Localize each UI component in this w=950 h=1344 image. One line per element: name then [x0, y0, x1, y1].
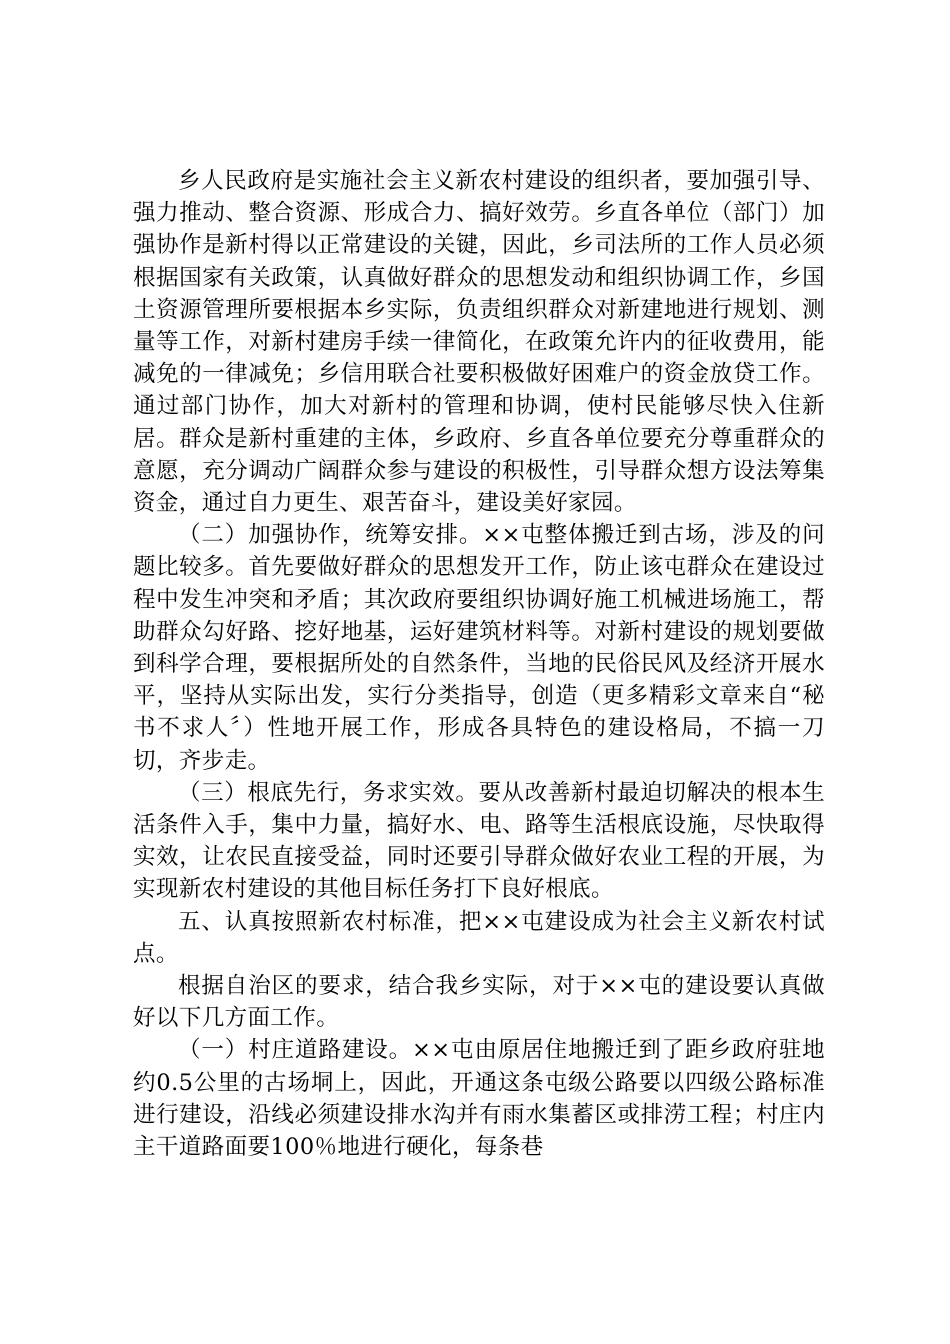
section-heading-five: 五、认真按照新农村标准，把××屯建设成为社会主义新农村试点。: [133, 908, 825, 967]
paragraph-government-role: 乡人民政府是实施社会主义新农村建设的组织者，要加强引导、强力推动、整合资源、形成合力、搞好效劳。乡直各单位（部门）加强协作是新村得以正常建设的关键，因此，乡司法所的工作人员必须根据国家有关政策，认真做好群众的思想发动和组织协调工作，乡国土资源管理所要根据本乡实际，负责组织群众对新建地进行规划、测量等工作，对新村建房手续一律简化，在政策允许内的征收费用，能减免的一律减免；乡信用联合社要积极做好困难户的资金放贷工作。通过部门协作，加大对新村的管理和协调，使村民能够尽快入住新居。群众是新村重建的主体，乡政府、乡直各单位要充分尊重群众的意愿，充分调动广阔群众参与建设的积极性，引导群众想方设法筹集资金，通过自力更生、艰苦奋斗，建设美好家园。: [133, 168, 825, 517]
document-page: [133, 165, 825, 1163]
paragraph-coordination: （二）加强协作，统筹安排。××屯整体搬迁到古场，涉及的问题比较多。首先要做好群众的思想发开工作，防止该屯群众在建设过程中发生冲突和矛盾；其次政府要组织协调好施工机械进场施工，帮助群众勾好路、挖好地基，运好建筑材料等。对新村建设的规划要做到科学合理，要根据所处的自然条件，当地的民俗民风及经济开展水平，坚持从实际出发，实行分类指导，创造（更多精彩文章来自“秘书不求人〞）性地开展工作，形成各具特色的建设格局，不搞一刀切，齐步走。: [133, 522, 825, 774]
paragraph-road-construction: （一）村庄道路建设。××屯由原居住地搬迁到了距乡政府驻地约0.5公里的古场垌上，因此，开通这条屯级公路要以四级公路标准进行建设，沿线必须建设排水沟并有雨水集蓄区或排涝工程；村庄内主干道路面要100％地进行硬化，每条巷: [133, 1037, 825, 1161]
paragraph-infrastructure: （三）根底先行，务求实效。要从改善新村最迫切解决的根本生活条件入手，集中力量，搞好水、电、路等生活根底设施，尽快取得实效，让农民直接受益，同时还要引导群众做好农业工程的开展，为实现新农村建设的其他目标任务打下良好根底。: [133, 779, 825, 903]
paragraph-requirements: 根据自治区的要求，结合我乡实际，对于××屯的建设要认真做好以下几方面工作。: [133, 973, 825, 1032]
